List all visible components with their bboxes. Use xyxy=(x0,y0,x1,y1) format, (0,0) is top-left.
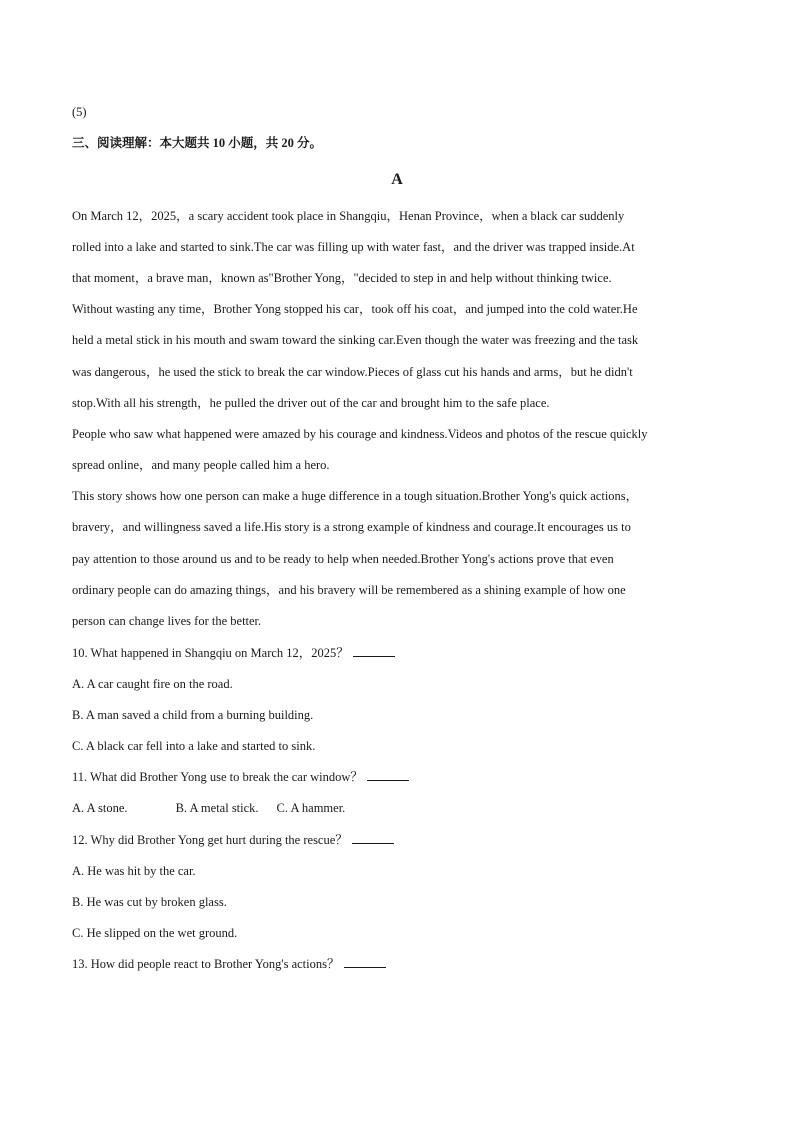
item-number: (5) xyxy=(72,105,87,119)
answer-blank[interactable] xyxy=(352,832,394,844)
passage-line: spread online，and many people called him a hero. xyxy=(72,458,330,472)
option: C. He slipped on the wet ground. xyxy=(72,926,238,940)
option: A. He was hit by the car. xyxy=(72,864,196,878)
passage-line: This story shows how one person can make a huge difference in a tough situation.Brother Yong's quick actions， xyxy=(72,489,639,503)
option: A. A car caught fire on the road. xyxy=(72,677,233,691)
section-title: 三、阅读理解：本大题共 10 小题，共 20 分。 xyxy=(72,136,323,150)
option: B. A metal stick. xyxy=(175,801,259,815)
passage-line: bravery，and willingness saved a life.His story is a strong example of kindness and courage.It encourages us to xyxy=(72,520,631,534)
question-stem: 10. What happened in Shangqiu on March 12，2025？ xyxy=(72,646,349,660)
passage-title: A xyxy=(391,171,403,188)
passage-line: was dangerous，he used the stick to break the car window.Pieces of glass cut his hands and arms，but he didn't xyxy=(72,365,633,379)
passage-line: pay attention to those around us and to be ready to help when needed.Brother Yong's actions prove that even xyxy=(72,552,614,566)
answer-blank[interactable] xyxy=(367,769,409,781)
option: B. A man saved a child from a burning building. xyxy=(72,708,314,722)
passage-line: Without wasting any time，Brother Yong stopped his car，took off his coat，and jumped into the cold water.He xyxy=(72,302,638,316)
passage-line: held a metal stick in his mouth and swam toward the sinking car.Even though the water was freezing and the task xyxy=(72,333,639,347)
answer-blank[interactable] xyxy=(353,645,395,657)
passage-line: People who saw what happened were amazed by his courage and kindness.Videos and photos of the rescue quickly xyxy=(72,427,648,441)
passage-line: that moment，a brave man，known as"Brother Yong，"decided to step in and help without thinking twice. xyxy=(72,271,612,285)
passage-line: rolled into a lake and started to sink.The car was filling up with water fast，and the driver was trapped inside.At xyxy=(72,240,635,254)
option: C. A black car fell into a lake and started to sink. xyxy=(72,739,316,753)
option: B. He was cut by broken glass. xyxy=(72,895,227,909)
option: A. A stone. xyxy=(72,801,128,815)
answer-blank[interactable] xyxy=(344,956,386,968)
passage-line: person can change lives for the better. xyxy=(72,614,262,628)
question-stem: 12. Why did Brother Yong get hurt during the rescue？ xyxy=(72,833,348,847)
question-stem: 13. How did people react to Brother Yong's actions？ xyxy=(72,957,340,971)
passage-line: ordinary people can do amazing things，and his bravery will be remembered as a shining example of how one xyxy=(72,583,626,597)
option: C. A hammer. xyxy=(276,801,346,815)
question-stem: 11. What did Brother Yong use to break the car window？ xyxy=(72,770,363,784)
passage-line: stop.With all his strength，he pulled the driver out of the car and brought him to the safe place. xyxy=(72,396,550,410)
passage-line: On March 12，2025，a scary accident took place in Shangqiu，Henan Province，when a black car suddenly xyxy=(72,209,625,223)
